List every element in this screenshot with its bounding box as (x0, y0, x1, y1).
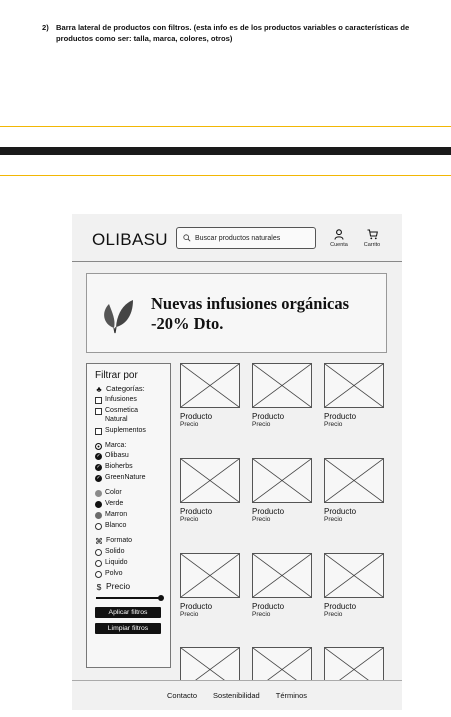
product-card[interactable] (252, 458, 312, 524)
product-card[interactable] (324, 458, 384, 524)
filter-sidebar (86, 363, 171, 668)
product-image-placeholder[interactable] (324, 363, 384, 408)
search-icon (183, 234, 191, 242)
product-price: Precio (252, 421, 271, 428)
category-icon: ♣ (96, 385, 102, 394)
product-card[interactable] (180, 458, 240, 524)
brand-option-olibasu[interactable]: ✓ Olibasu (96, 452, 129, 460)
radio[interactable] (95, 571, 102, 578)
brand-heading: Marca: (95, 442, 170, 451)
color-option-blanco[interactable]: Blanco (95, 522, 170, 531)
leaf-icon (99, 294, 135, 334)
note-number: 2) (42, 23, 49, 32)
cart-label: Carrito (363, 242, 381, 248)
categories-heading: ♣ Categorías: (96, 384, 145, 394)
radio[interactable] (95, 560, 102, 567)
product-card[interactable] (180, 363, 240, 429)
footer-link-terminos[interactable]: Términos (275, 691, 307, 700)
divider-yellow-top (0, 126, 451, 127)
promo-banner[interactable] (86, 273, 387, 353)
check-circle-icon[interactable]: ✓ (96, 453, 101, 460)
cart-button[interactable] (360, 229, 384, 248)
check-circle-icon[interactable]: ✓ (96, 475, 101, 482)
format-option-polvo[interactable]: Polvo (95, 570, 170, 579)
product-price: Precio (252, 516, 271, 523)
color-heading: Color (95, 489, 170, 498)
product-name[interactable]: Producto (324, 412, 357, 421)
filter-title: Filtrar por (95, 370, 138, 381)
product-price: Precio (180, 516, 199, 523)
checkbox[interactable] (95, 397, 102, 404)
product-card[interactable] (324, 553, 384, 619)
search-input[interactable] (176, 227, 316, 249)
product-price: Precio (324, 421, 343, 428)
account-button[interactable] (327, 229, 351, 248)
product-image-placeholder[interactable] (180, 363, 240, 408)
search-placeholder: Buscar productos naturales (195, 234, 281, 242)
product-card[interactable] (180, 553, 240, 619)
apply-filters-button[interactable]: Aplicar filtros (95, 607, 161, 618)
category-checkbox-suplementos[interactable]: Suplementos (95, 427, 170, 436)
color-swatch-verde[interactable] (95, 501, 102, 508)
divider-yellow-bottom (0, 175, 451, 176)
format-heading: ⌘ Formato (95, 536, 133, 546)
footer-link-sostenibilidad[interactable]: Sostenibilidad (213, 691, 260, 700)
color-option-verde[interactable]: Verde (95, 500, 170, 509)
price-slider-handle[interactable] (158, 595, 164, 601)
brand-icon (95, 443, 102, 450)
check-circle-icon[interactable]: ✓ (96, 464, 101, 471)
product-card[interactable] (252, 553, 312, 619)
banner-line2: -20% Dto. (151, 314, 224, 333)
color-dot-icon (95, 490, 102, 497)
site-logo[interactable]: OLIBASU (92, 230, 168, 249)
product-price: Precio (324, 516, 343, 523)
product-image-placeholder[interactable] (180, 553, 240, 598)
price-slider-track[interactable] (96, 597, 160, 599)
product-name[interactable]: Producto (324, 602, 357, 611)
brand-option-bioherbs[interactable]: ✓ Bioherbs (96, 463, 133, 471)
product-price: Precio (180, 421, 199, 428)
checkbox[interactable] (95, 428, 102, 435)
product-price: Precio (180, 611, 199, 618)
product-name[interactable]: Producto (324, 507, 357, 516)
product-price: Precio (324, 611, 343, 618)
site-header (72, 214, 402, 262)
drop-icon: ⌘ (95, 536, 103, 546)
site-footer (72, 680, 402, 710)
divider-black (0, 147, 451, 155)
product-card[interactable] (324, 363, 384, 429)
wireframe-mockup (72, 214, 402, 710)
product-card[interactable] (252, 363, 312, 429)
product-image-placeholder[interactable] (324, 553, 384, 598)
banner-title (151, 294, 381, 334)
format-option-liquido[interactable]: Liquido (95, 559, 170, 568)
banner-line1: Nuevas infusiones orgánicas (151, 294, 350, 313)
cart-icon (367, 229, 378, 240)
product-image-placeholder[interactable] (324, 458, 384, 503)
product-name[interactable]: Producto (252, 602, 285, 611)
annotation-note (42, 22, 437, 44)
category-checkbox-infusiones[interactable]: Infusiones (95, 396, 170, 405)
note-text: Barra lateral de productos con filtros. (esta info es de los productos variables o características de productos como ser: talla, marca, colores, otros) (56, 23, 410, 43)
product-image-placeholder[interactable] (180, 458, 240, 503)
product-image-placeholder[interactable] (252, 458, 312, 503)
color-option-marron[interactable]: Marron (95, 511, 170, 520)
category-checkbox-cosmetica[interactable]: Cosmetica Natural (95, 407, 170, 424)
dollar-icon: $ (96, 582, 102, 593)
product-image-placeholder[interactable] (252, 363, 312, 408)
user-icon (334, 229, 344, 240)
product-price: Precio (252, 611, 271, 618)
radio[interactable] (95, 549, 102, 556)
product-name[interactable]: Producto (180, 602, 213, 611)
price-slider[interactable] (96, 594, 162, 602)
product-image-placeholder[interactable] (252, 553, 312, 598)
product-name[interactable]: Producto (252, 507, 285, 516)
price-heading: $ Precio (96, 581, 131, 593)
clear-filters-button[interactable]: Limpiar filtros (95, 623, 161, 634)
checkbox[interactable] (95, 408, 102, 415)
format-option-solido[interactable]: Solido (95, 548, 170, 557)
account-label: Cuenta (330, 242, 348, 248)
product-name[interactable]: Producto (180, 507, 213, 516)
product-name[interactable]: Producto (180, 412, 213, 421)
brand-option-greennature[interactable]: ✓ GreenNature (96, 474, 146, 482)
color-swatch-blanco[interactable] (95, 523, 102, 530)
product-name[interactable]: Producto (252, 412, 285, 421)
color-swatch-marron[interactable] (95, 512, 102, 519)
footer-link-contacto[interactable]: Contacto (167, 691, 198, 700)
